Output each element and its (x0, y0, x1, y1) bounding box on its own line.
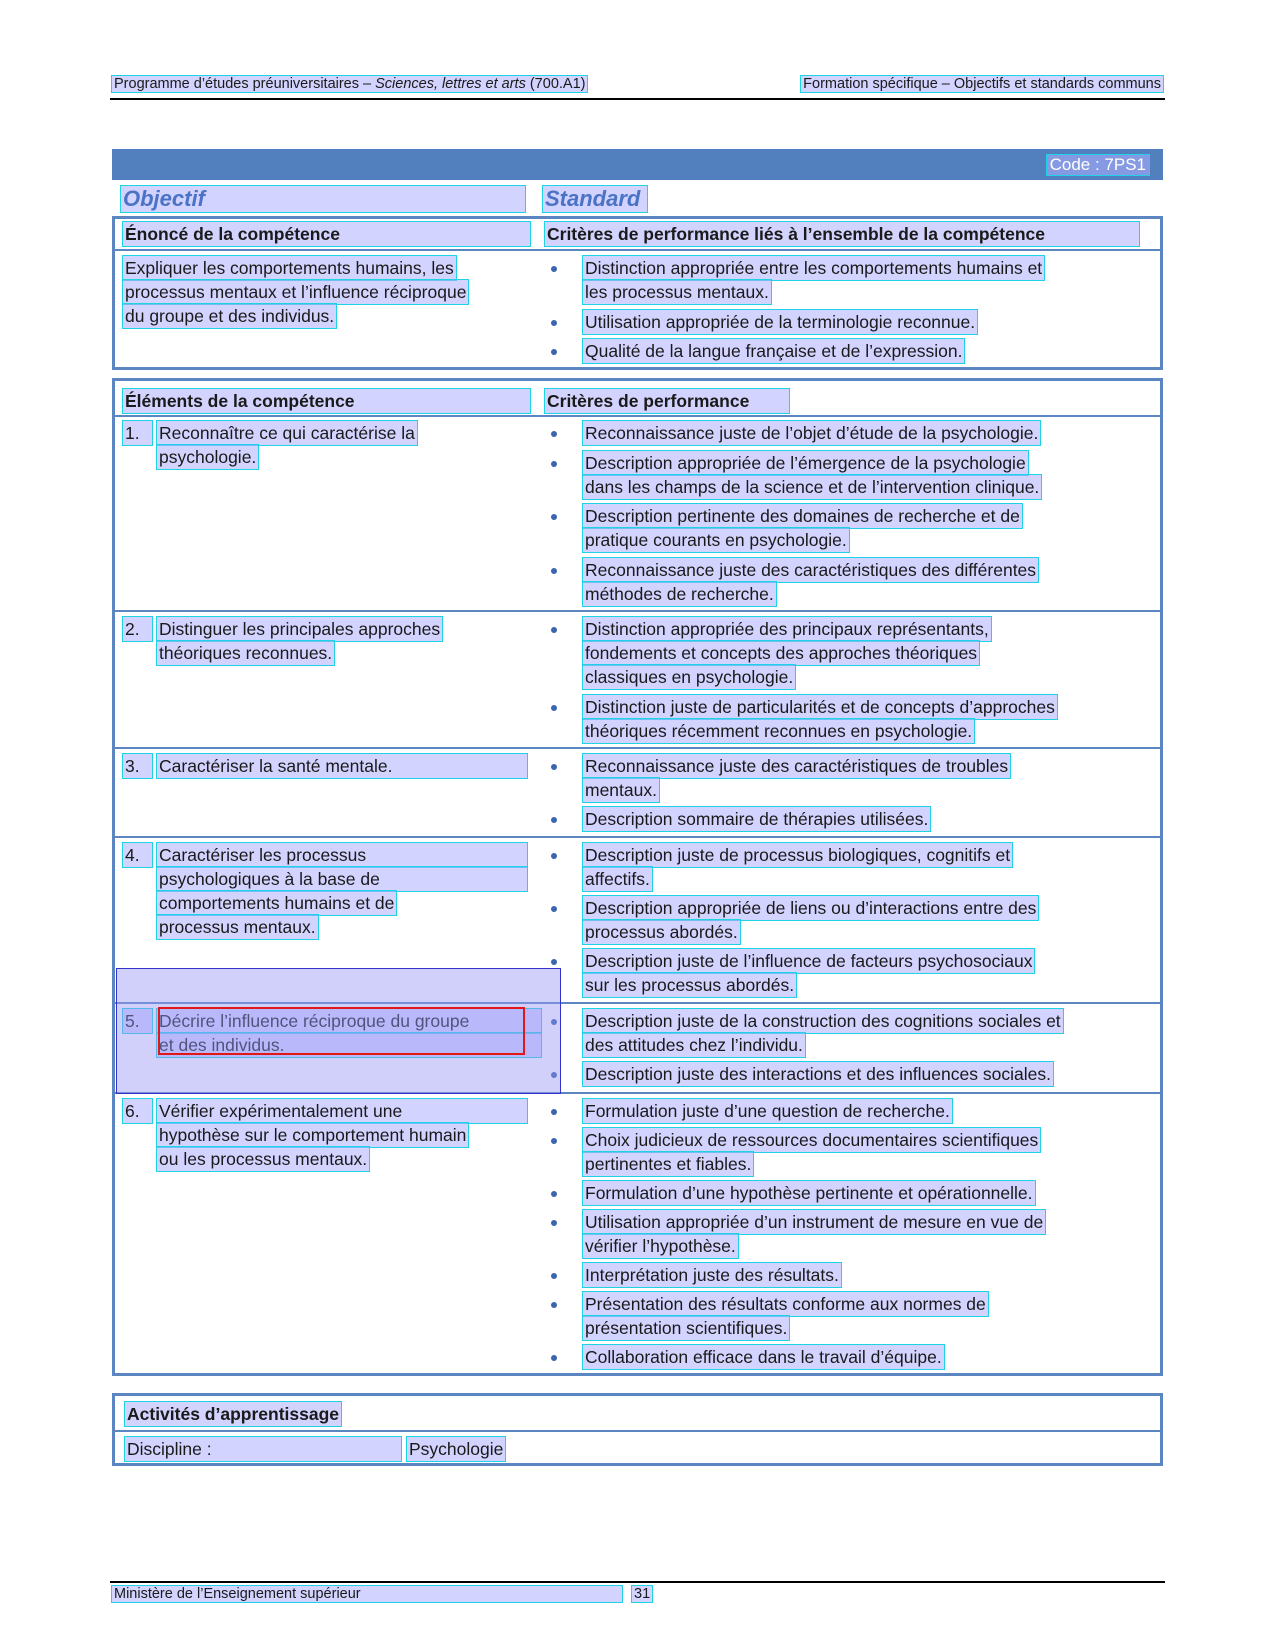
enonce-criterion-line: les processus mentaux. (585, 282, 769, 302)
criterion-line: vérifier l’hypothèse. (585, 1236, 736, 1256)
criterion-line: Description juste de l’influence de facteurs psychosociaux (585, 951, 1033, 971)
element-text-line: théoriques reconnues. (159, 643, 333, 663)
element-number: 5. (123, 1009, 152, 1033)
element-text-line: psychologiques à la base de (157, 867, 527, 891)
competence-code: Code : 7PS1 (1047, 155, 1149, 175)
bullet-icon (549, 1298, 559, 1312)
element-text-line: psychologie. (159, 447, 257, 467)
element-row-1 (115, 415, 1160, 612)
bullet-icon (549, 623, 559, 637)
enonce-line: processus mentaux et l’influence réciproque (125, 282, 467, 302)
bullet-icon (549, 1134, 559, 1148)
criterion-line: pertinentes et fiables. (585, 1154, 752, 1174)
highlight-target[interactable] (158, 1007, 525, 1055)
element-row-6 (115, 1092, 1160, 1375)
elements-table (112, 378, 1163, 1376)
element-number: 3. (123, 754, 152, 778)
page-header (110, 76, 1165, 100)
criterion-line: Collaboration efficace dans le travail d’équipe. (585, 1347, 942, 1367)
discipline-value: Psychologie (409, 1439, 504, 1459)
element-text-line: Vérifier expérimentalement une (157, 1099, 527, 1123)
criterion-line: Interprétation juste des résultats. (585, 1265, 839, 1285)
criterion-line: Description appropriée de liens ou d’interactions entre des (585, 898, 1037, 918)
element-row-2 (115, 610, 1160, 749)
criterion-line: Reconnaissance juste des caractéristiques des différentes (585, 560, 1037, 580)
bullet-icon (549, 345, 559, 359)
bullet-icon (549, 813, 559, 827)
criterion-line: Description juste de la construction des cognitions sociales et (585, 1011, 1061, 1031)
element-text-line: Distinguer les principales approches (159, 619, 441, 639)
bullet-icon (549, 427, 559, 441)
criterion-line: Description juste de processus biologiques, cognitifs et (585, 845, 1011, 865)
criterion-line: Formulation d’une hypothèse pertinente et opérationnelle. (585, 1183, 1033, 1203)
code-bar (112, 149, 1163, 180)
criterion-line: Utilisation appropriée d’un instrument de mesure en vue de (585, 1212, 1044, 1232)
footer-ministry: Ministère de l’Enseignement supérieur (112, 1586, 622, 1602)
element-text-line: Décrire l’influence réciproque du groupe (157, 1009, 541, 1033)
criterion-line: des attitudes chez l’individu. (585, 1035, 803, 1055)
header-program-prefix: Programme d’études préuniversitaires – (114, 76, 376, 92)
criterion-line: présentation scientifiques. (585, 1318, 788, 1338)
element-text-line: Reconnaître ce qui caractérise la (159, 423, 415, 443)
bullet-icon (549, 316, 559, 330)
enonce-criteria-heading: Critères de performance liés à l’ensemble de la compétence (545, 222, 1139, 246)
discipline-row (115, 1430, 1160, 1459)
enonce-line: Expliquer les comportements humains, les (125, 258, 454, 278)
element-text-line: Caractériser la santé mentale. (157, 754, 527, 778)
criterion-line: Description appropriée de l’émergence de la psychologie (585, 453, 1026, 473)
header-program-code: (700.A1) (525, 76, 586, 92)
element-text-line: ou les processus mentaux. (159, 1149, 368, 1169)
bullet-icon (549, 457, 559, 471)
criterion-line: Reconnaissance juste des caractéristiques de troubles (585, 756, 1009, 776)
criterion-line: Description pertinente des domaines de recherche et de (585, 506, 1020, 526)
enonce-criterion-line: Utilisation appropriée de la terminologie reconnue. (585, 312, 976, 332)
enonce-criterion-line: Qualité de la langue française et de l’expression. (585, 341, 963, 361)
bullet-icon (549, 701, 559, 715)
criterion-line: mentaux. (585, 780, 657, 800)
criterion-line: Description sommaire de thérapies utilisées. (585, 809, 929, 829)
standard-label: Standard (543, 186, 647, 212)
criterion-line: Reconnaissance juste de l’objet d’étude de la psychologie. (585, 423, 1039, 443)
element-text-line: comportements humains et de (159, 893, 395, 913)
criterion-line: Distinction juste de particularités et de concepts d’approches (585, 697, 1055, 717)
activites-table (112, 1393, 1163, 1466)
bullet-icon (549, 849, 559, 863)
bullet-icon (549, 902, 559, 916)
page-number: 31 (634, 1586, 651, 1602)
criterion-line: Distinction appropriée des principaux représentants, (585, 619, 989, 639)
criterion-line: Choix judicieux de ressources documentaires scientifiques (585, 1130, 1039, 1150)
bullet-icon (549, 1105, 559, 1119)
discipline-label: Discipline : (125, 1437, 401, 1461)
enonce-criterion-line: Distinction appropriée entre les comportements humains et (585, 258, 1043, 278)
element-text-line: et des individus. (157, 1033, 541, 1057)
enonce-row (115, 249, 1160, 361)
objectif-label: Objectif (121, 186, 525, 212)
element-number: 6. (123, 1099, 152, 1123)
criterion-line: Présentation des résultats conforme aux normes de (585, 1294, 986, 1314)
criterion-line: théoriques récemment reconnues en psychologie. (585, 721, 973, 741)
page-footer (110, 1581, 1165, 1602)
criterion-line: dans les champs de la science et de l’intervention clinique. (585, 477, 1040, 497)
enonce-line: du groupe et des individus. (125, 306, 335, 326)
criterion-line: classiques en psychologie. (585, 667, 794, 687)
bullet-icon (549, 510, 559, 524)
criterion-line: fondements et concepts des approches théoriques (585, 643, 978, 663)
enonce-heading: Énoncé de la compétence (123, 222, 530, 246)
element-text-line: hypothèse sur le comportement humain (159, 1125, 467, 1145)
criterion-line: processus abordés. (585, 922, 738, 942)
element-number: 1. (123, 421, 152, 445)
activites-heading: Activités d’apprentissage (127, 1404, 340, 1424)
bullet-icon (549, 262, 559, 276)
element-row-3 (115, 747, 1160, 838)
bullet-icon (549, 1187, 559, 1201)
criterion-line: méthodes de recherche. (585, 584, 774, 604)
header-program-name: Sciences, lettres et arts (375, 76, 526, 92)
header-right: Formation spécifique – Objectifs et standards communs (803, 76, 1161, 92)
bullet-icon (549, 760, 559, 774)
element-number: 2. (123, 617, 152, 641)
criterion-line: pratique courants en psychologie. (585, 530, 847, 550)
enonce-table (112, 216, 1163, 370)
element-number: 4. (123, 843, 152, 867)
elements-heading: Éléments de la compétence (123, 389, 530, 413)
criterion-line: affectifs. (585, 869, 650, 889)
criterion-line: Formulation juste d’une question de recherche. (585, 1101, 950, 1121)
bullet-icon (549, 1216, 559, 1230)
elements-criteria-heading: Critères de performance (545, 389, 789, 413)
bullet-icon (549, 564, 559, 578)
criterion-line: Description juste des interactions et des influences sociales. (585, 1064, 1051, 1084)
header-left (112, 76, 587, 92)
criterion-line: sur les processus abordés. (585, 975, 795, 995)
element-text-line: processus mentaux. (159, 917, 316, 937)
element-text-line: Caractériser les processus (157, 843, 527, 867)
bullet-icon (549, 955, 559, 969)
bullet-icon (549, 1351, 559, 1365)
bullet-icon (549, 1269, 559, 1283)
